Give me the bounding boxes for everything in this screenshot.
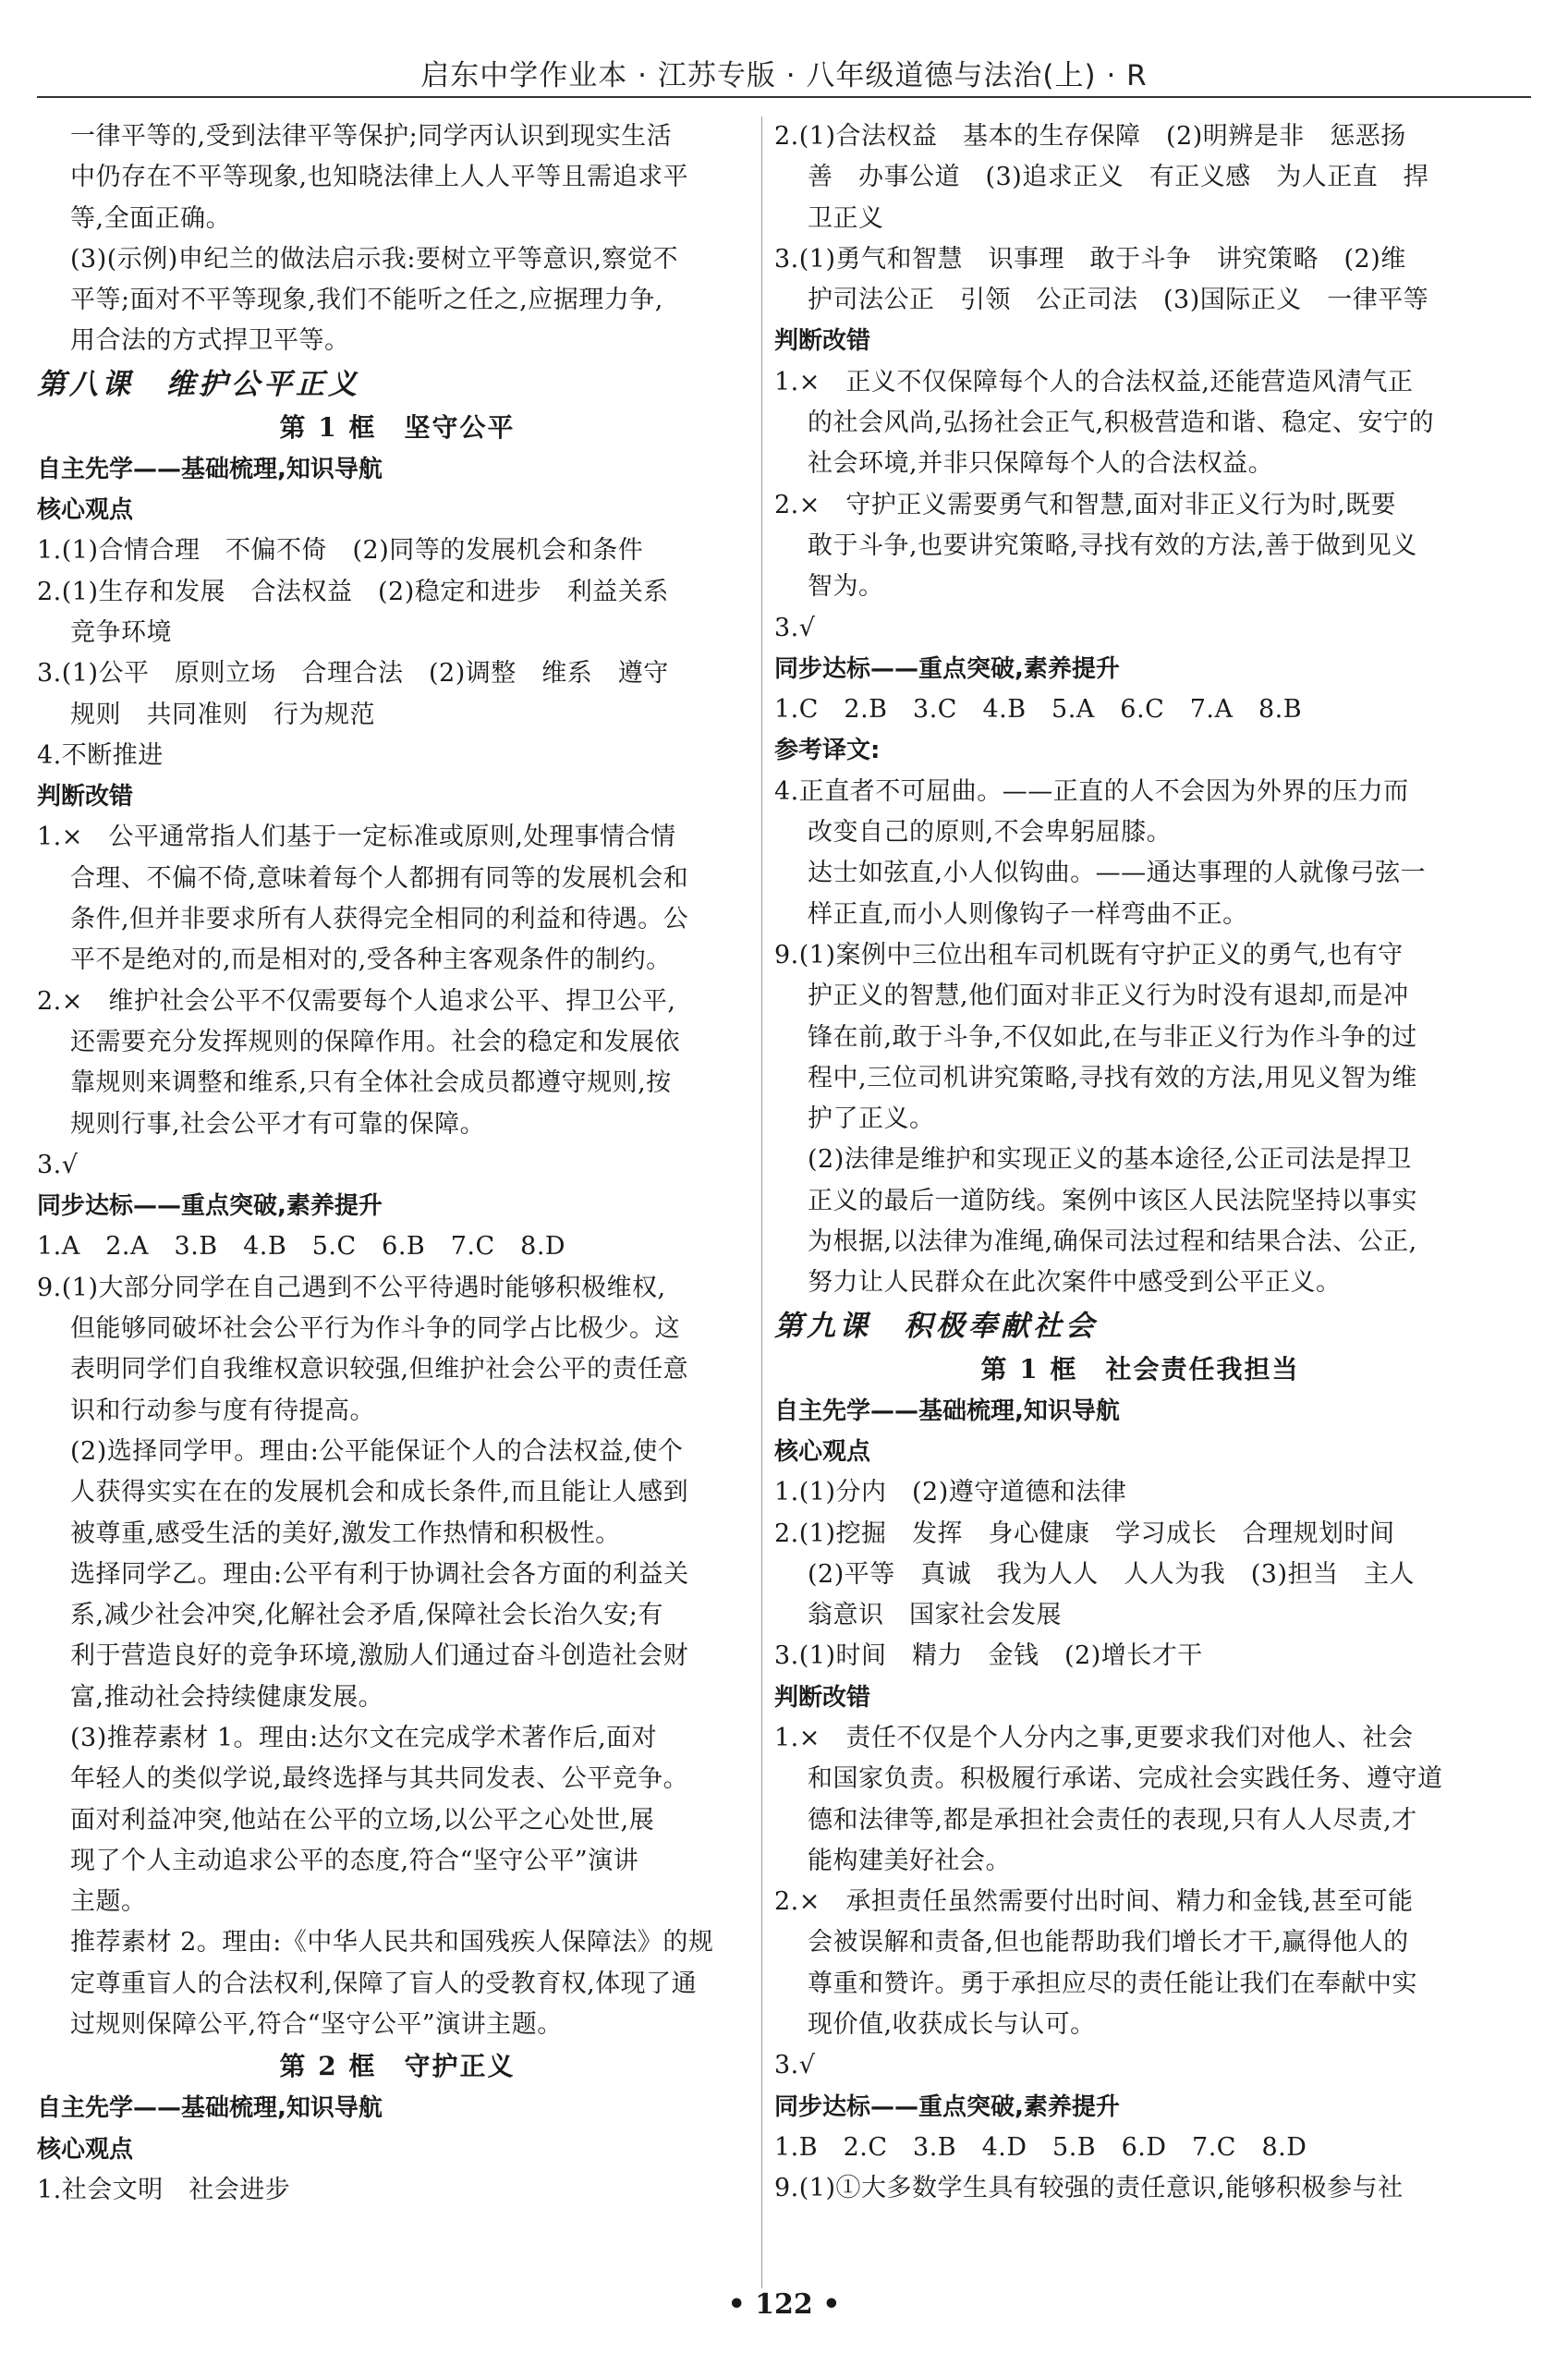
column-divider	[761, 116, 762, 2288]
text-line: 能构建美好社会。	[808, 1846, 1011, 1875]
text-line: 主题。	[70, 1887, 147, 1917]
text-line: 9.(1)①大多数学生具有较强的责任意识,能够积极参与社	[774, 2174, 1404, 2203]
text-line: 3.(1)勇气和智慧 识事理 敢于斗争 讲究策略 (2)维	[774, 244, 1406, 274]
text-line: 的社会风尚,弘扬社会正气,积极营造和谐、稳定、安宁的	[808, 409, 1435, 438]
lesson-heading: 第八课 维护公平正义	[37, 367, 360, 401]
section-heading: 同步达标——重点突破,素养提升	[37, 1192, 383, 1221]
text-line: (2)选择同学甲。理由:公平能保证个人的合法权益,使个	[70, 1436, 684, 1466]
section-heading: 核心观点	[37, 2135, 134, 2164]
text-line: 一律平等的,受到法律平等保护;同学丙认识到现实生活	[70, 122, 673, 151]
text-line: 1.(1)合情合理 不偏不倚 (2)同等的发展机会和条件	[37, 536, 644, 566]
text-line: 3.(1)时间 精力 金钱 (2)增长才干	[774, 1641, 1203, 1671]
text-line: 3.√	[774, 2051, 816, 2080]
text-line: 人获得实实在在的发展机会和成长条件,而且能让人感到	[70, 1478, 689, 1507]
text-line: 3.√	[774, 613, 816, 642]
section-heading: 核心观点	[37, 496, 134, 525]
text-line: 1.社会文明 社会进步	[37, 2175, 291, 2204]
text-line: 2.× 守护正义需要勇气和智慧,面对非正义行为时,既要	[774, 490, 1397, 519]
text-line: 2.× 维护社会公平不仅需要每个人追求公平、捍卫公平,	[37, 986, 676, 1016]
text-line: 被尊重,感受生活的美好,激发工作热情和积极性。	[70, 1519, 621, 1548]
section-heading: 判断改错	[774, 1683, 871, 1712]
frame-heading: 第 1 框 社会责任我担当	[980, 1353, 1300, 1384]
section-heading: 自主先学——基础梳理,知识导航	[37, 2094, 383, 2123]
text-line: 1.B 2.C 3.B 4.D 5.B 6.D 7.C 8.D	[774, 2132, 1307, 2162]
text-line: 2.(1)挖掘 发挥 身心健康 学习成长 合理规划时间	[774, 1519, 1395, 1548]
text-line: 平等;面对不平等现象,我们不能听之任之,应据理力争,	[70, 286, 663, 315]
text-line: 现了个人主动追求公平的态度,符合“坚守公平”演讲	[70, 1846, 639, 1875]
page-header	[0, 0, 1568, 100]
text-line: 4.不断推进	[37, 740, 164, 770]
text-line: 卫正义	[808, 203, 884, 233]
text-line: 正义的最后一道防线。案例中该区人民法院坚持以事实	[808, 1186, 1417, 1215]
text-line: 2.(1)合法权益 基本的生存保障 (2)明辨是非 惩恶扬	[774, 122, 1406, 151]
section-heading: 核心观点	[774, 1437, 871, 1466]
text-line: 用合法的方式捍卫平等。	[70, 326, 350, 356]
text-line: 改变自己的原则,不会卑躬屈膝。	[808, 818, 1173, 848]
text-line: 德和法律等,都是承担社会责任的表现,只有人人尽责,才	[808, 1805, 1417, 1835]
text-line: 规则行事,社会公平才有可靠的保障。	[70, 1109, 486, 1139]
text-line: (2)法律是维护和实现正义的基本途径,公正司法是捍卫	[808, 1145, 1412, 1175]
section-heading: 自主先学——基础梳理,知识导航	[774, 1397, 1120, 1425]
text-line: 推荐素材 2。理由:《中华人民共和国残疾人保障法》的规	[70, 1928, 714, 1958]
text-line: 2.× 承担责任虽然需要付出时间、精力和金钱,甚至可能	[774, 1887, 1414, 1917]
text-line: 系,减少社会冲突,化解社会矛盾,保障社会长治久安;有	[70, 1601, 663, 1630]
text-line: 现价值,收获成长与认可。	[808, 2010, 1096, 2040]
text-line: (3)推荐素材 1。理由:达尔文在完成学术著作后,面对	[70, 1723, 658, 1752]
text-line: 1.A 2.A 3.B 4.B 5.C 6.B 7.C 8.D	[37, 1232, 566, 1262]
text-line: 识和行动参与度有待提高。	[70, 1396, 375, 1425]
right-column	[774, 116, 1506, 2210]
page-number: • 122 •	[727, 2288, 841, 2321]
frame-heading: 第 2 框 守护正义	[279, 2051, 516, 2082]
text-line: 善 办事公道 (3)追求正义 有正义感 为人正直 捍	[808, 163, 1429, 192]
text-line: 敢于斗争,也要讲究策略,寻找有效的方法,善于做到见义	[808, 531, 1417, 560]
text-line: 等,全面正确。	[70, 203, 232, 233]
section-heading: 同步达标——重点突破,素养提升	[774, 654, 1120, 683]
text-line: 锋在前,敢于斗争,不仅如此,在与非正义行为作斗争的过	[808, 1022, 1417, 1052]
text-line: 1.× 责任不仅是个人分内之事,更要求我们对他人、社会	[774, 1723, 1414, 1752]
text-line: 富,推动社会持续健康发展。	[70, 1682, 384, 1712]
text-line: 1.× 正义不仅保障每个人的合法权益,还能营造风清气正	[774, 367, 1414, 396]
section-heading: 自主先学——基础梳理,知识导航	[37, 455, 383, 483]
text-line: 努力让人民群众在此次案件中感受到公平正义。	[808, 1268, 1342, 1298]
text-line: 规则 共同准则 行为规范	[70, 700, 375, 729]
text-line: 翁意识 国家社会发展	[808, 1601, 1062, 1630]
text-line: 竞争环境	[70, 617, 172, 647]
text-line: 合理、不偏不倚,意味着每个人都拥有同等的发展机会和	[70, 863, 689, 893]
text-line: 3.√	[37, 1150, 79, 1179]
text-line: 和国家负责。积极履行承诺、完成社会实践任务、遵守道	[808, 1764, 1443, 1794]
text-line: 会被误解和责备,但也能帮助我们增长才干,赢得他人的	[808, 1928, 1409, 1958]
text-line: 4.正直者不可屈曲。——正直的人不会因为外界的压力而	[774, 776, 1409, 806]
text-line: 1.(1)分内 (2)遵守道德和法律	[774, 1478, 1127, 1507]
text-line: 为根据,以法律为准绳,确保司法过程和结果合法、公正,	[808, 1227, 1417, 1257]
text-line: 过规则保障公平,符合“坚守公平”演讲主题。	[70, 2010, 563, 2040]
text-line: 平不是绝对的,而是相对的,受各种主客观条件的制约。	[70, 945, 672, 975]
text-line: 靠规则来调整和维系,只有全体社会成员都遵守规则,按	[70, 1068, 672, 1098]
text-line: 尊重和赞许。勇于承担应尽的责任能让我们在奉献中实	[808, 1969, 1417, 1998]
section-heading: 参考译文:	[774, 737, 881, 765]
lesson-heading: 第九课 积极奉献社会	[774, 1309, 1098, 1343]
left-column	[37, 116, 758, 2211]
text-line: 3.(1)公平 原则立场 合理合法 (2)调整 维系 遵守	[37, 659, 669, 689]
text-line: 智为。	[808, 572, 884, 602]
text-line: 但能够同破坏社会公平行为作斗争的同学占比极少。这	[70, 1314, 680, 1344]
text-line: 选择同学乙。理由:公平有利于协调社会各方面的利益关	[70, 1559, 689, 1589]
text-line: 社会环境,并非只保障每个人的合法权益。	[808, 449, 1274, 479]
section-heading: 判断改错	[37, 783, 134, 811]
text-line: 表明同学们自我维权意识较强,但维护社会公平的责任意	[70, 1355, 689, 1384]
text-line: (3)(示例)申纪兰的做法启示我:要树立平等意识,察觉不	[70, 244, 678, 274]
text-line: 定尊重盲人的合法权利,保障了盲人的受教育权,体现了通	[70, 1969, 698, 1998]
text-line: 样正直,而小人则像钩子一样弯曲不正。	[808, 899, 1248, 929]
text-line: 2.(1)生存和发展 合法权益 (2)稳定和进步 利益关系	[37, 577, 669, 606]
text-line: 达士如弦直,小人似钩曲。——通达事理的人就像弓弦一	[808, 859, 1427, 888]
text-line: 利于营造良好的竞争环境,激励人们通过奋斗创造社会财	[70, 1641, 689, 1671]
text-line: 还需要充分发挥规则的保障作用。社会的稳定和发展依	[70, 1027, 680, 1056]
text-line: 9.(1)大部分同学在自己遇到不公平待遇时能够积极维权,	[37, 1273, 666, 1302]
text-line: 1.C 2.B 3.C 4.B 5.A 6.C 7.A 8.B	[774, 695, 1303, 725]
text-line: 年轻人的类似学说,最终选择与其共同发表、公平竞争。	[70, 1764, 689, 1794]
section-heading: 同步达标——重点突破,素养提升	[774, 2092, 1120, 2121]
running-title: 启东中学作业本 · 江苏专版 · 八年级道德与法治(上) · R	[420, 59, 1148, 92]
text-line: 中仍存在不平等现象,也知晓法律上人人平等且需追求平	[70, 163, 689, 192]
text-line: 9.(1)案例中三位出租车司机既有守护正义的勇气,也有守	[774, 940, 1404, 970]
text-line: 护了正义。	[808, 1104, 935, 1134]
header-rule	[37, 96, 1531, 98]
section-heading: 判断改错	[774, 327, 871, 356]
text-line: 条件,但并非要求所有人获得完全相同的利益和待遇。公	[70, 905, 689, 934]
text-line: 护司法公正 引领 公正司法 (3)国际正义 一律平等	[808, 286, 1429, 315]
text-line: (2)平等 真诚 我为人人 人人为我 (3)担当 主人	[808, 1559, 1415, 1589]
text-line: 面对利益冲突,他站在公平的立场,以公平之心处世,展	[70, 1805, 655, 1835]
text-line: 程中,三位司机讲究策略,寻找有效的方法,用见义智为维	[808, 1063, 1417, 1092]
text-line: 1.× 公平通常指人们基于一定标准或原则,处理事情合情	[37, 823, 676, 852]
text-line: 护正义的智慧,他们面对非正义行为时没有退却,而是冲	[808, 982, 1409, 1011]
frame-heading: 第 1 框 坚守公平	[279, 411, 516, 443]
